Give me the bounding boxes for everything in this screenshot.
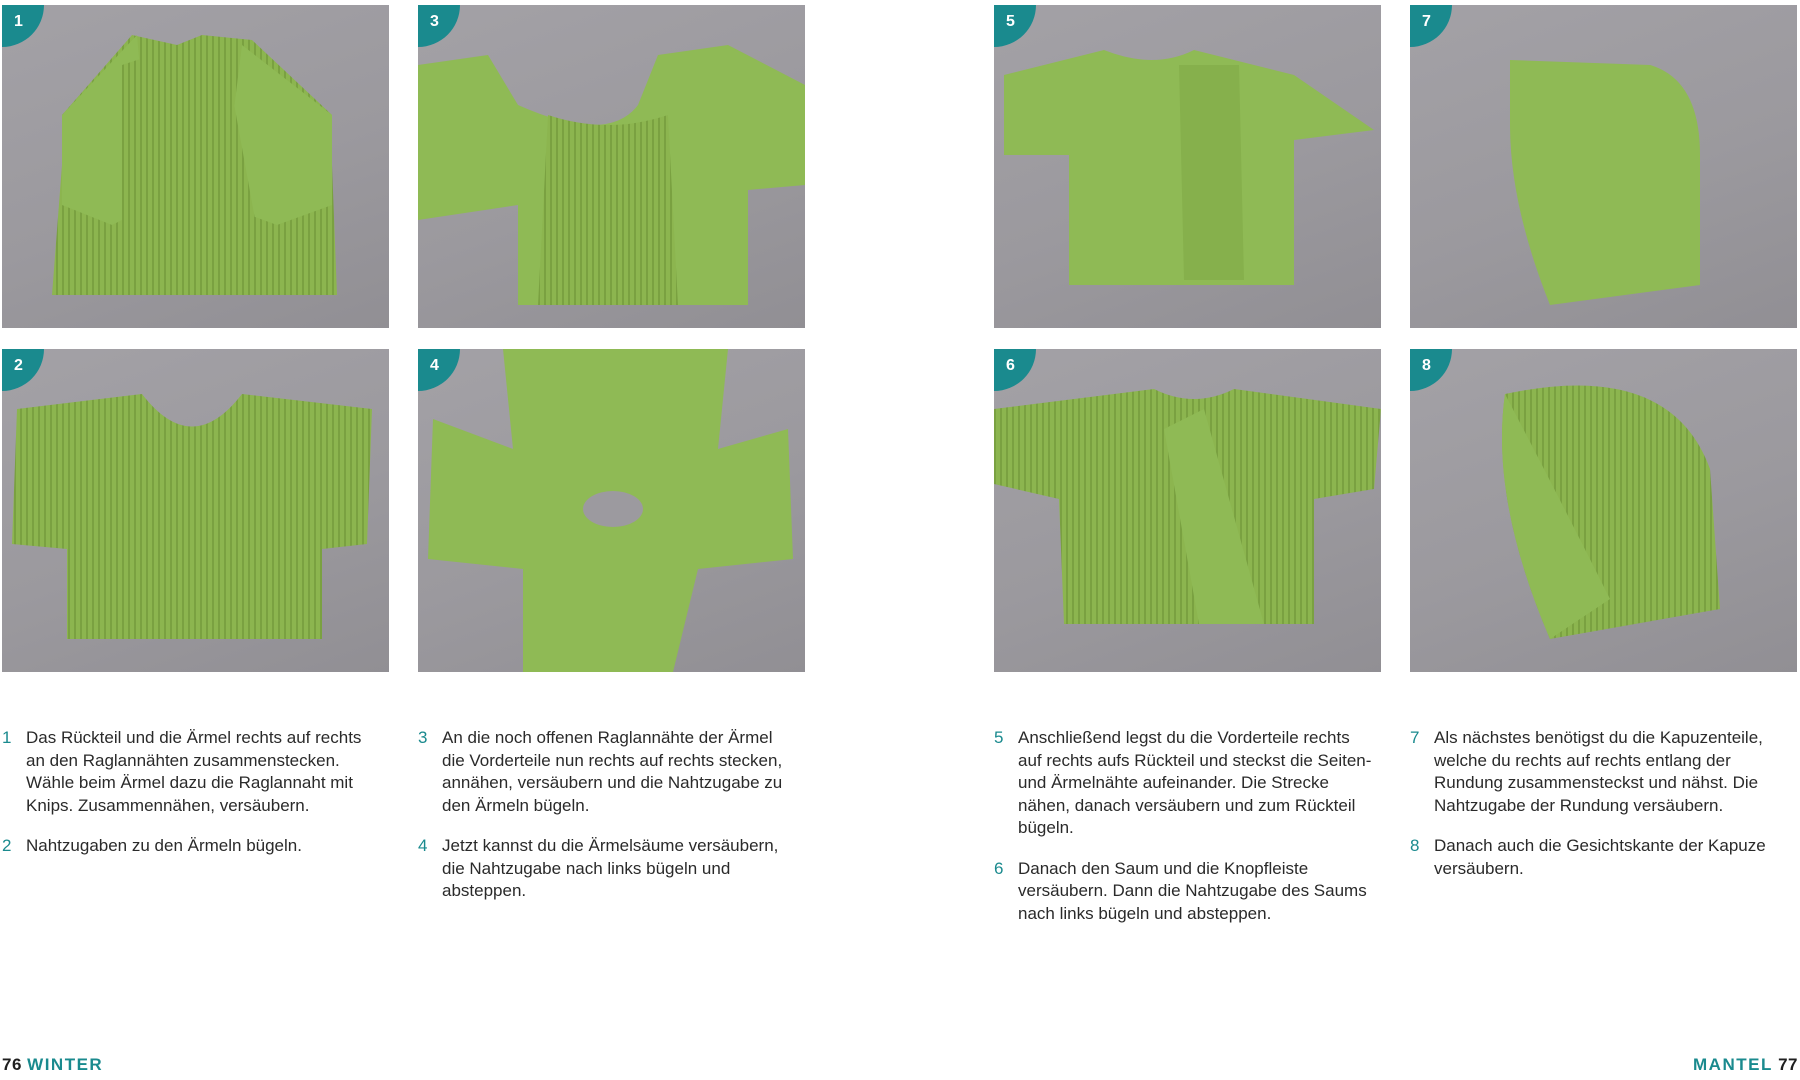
step-number: 4	[418, 836, 428, 855]
step-badge: 2	[2, 349, 44, 391]
photo-step-5	[994, 5, 1381, 328]
garment-illustration	[418, 5, 805, 328]
photo-step-1	[2, 5, 389, 328]
step-badge: 7	[1410, 5, 1452, 47]
step-text: Das Rückteil und die Ärmel rechts auf rechts an den Raglannähten zusammenstecken. Wähle beim Ärmel dazu die Raglannaht mit Knips. Zusammennähen, versäubern.	[26, 728, 362, 815]
step-item	[1410, 727, 1790, 817]
garment-illustration	[1410, 5, 1797, 328]
footer-left	[2, 1055, 103, 1075]
step-text: Danach den Saum und die Knopfleiste versäubern. Dann die Nahtzugabe des Saums nach links bügeln und absteppen.	[1018, 858, 1367, 923]
photo-step-3	[418, 5, 805, 328]
chapter-label: WINTER	[27, 1055, 104, 1074]
garment-illustration	[2, 5, 389, 328]
garment-illustration	[1410, 349, 1797, 672]
step-text: Danach auch die Gesichtskante der Kapuze versäubern.	[1434, 836, 1766, 878]
step-badge: 1	[2, 5, 44, 47]
photo-step-6	[994, 349, 1381, 672]
step-badge: 6	[994, 349, 1036, 391]
step-badge: 4	[418, 349, 460, 391]
step-text: Als nächstes benötigst du die Kapuzenteile, welche du rechts auf rechts entlang der Rundung zusammensteckst und nähst. Die Nahtzugabe der Rundung versäubern.	[1434, 728, 1763, 815]
step-number: 5	[994, 728, 1004, 747]
garment-illustration	[994, 5, 1381, 328]
step-number: 7	[1410, 728, 1420, 747]
garment-illustration	[994, 349, 1381, 672]
steps-column-4	[1410, 727, 1790, 898]
step-text: Anschließend legst du die Vorderteile rechts auf rechts aufs Rückteil und steckst die Seiten- und Ärmelnähte aufeinander. Die Strecke nähen, danach versäubern und zum Rückteil bügeln.	[1018, 728, 1372, 837]
step-badge: 8	[1410, 349, 1452, 391]
step-text: An die noch offenen Raglannähte der Ärmel die Vorderteile nun rechts auf rechts stecken, annähen, versäubern und die Nahtzugabe zu den Ärmeln bügeln.	[442, 728, 783, 815]
garment-illustration	[418, 349, 805, 672]
step-number: 1	[2, 728, 12, 747]
step-text: Jetzt kannst du die Ärmelsäume versäubern, die Nahtzugabe nach links bügeln und absteppen.	[442, 836, 779, 900]
step-item	[418, 727, 798, 817]
step-badge: 3	[418, 5, 460, 47]
step-item	[994, 727, 1374, 840]
section-label: MANTEL	[1693, 1055, 1773, 1074]
step-item	[2, 835, 382, 858]
step-text: Nahtzugaben zu den Ärmeln bügeln.	[26, 836, 302, 855]
page-number-right: 77	[1778, 1055, 1798, 1074]
step-number: 6	[994, 858, 1004, 878]
step-item	[994, 858, 1374, 926]
garment-illustration	[2, 349, 389, 672]
photo-step-2	[2, 349, 389, 672]
photo-step-8	[1410, 349, 1797, 672]
step-item	[418, 835, 798, 903]
step-number: 2	[2, 836, 12, 855]
photo-step-4	[418, 349, 805, 672]
step-number: 8	[1410, 836, 1420, 855]
steps-column-1	[2, 727, 382, 876]
step-badge: 5	[994, 5, 1036, 47]
photo-step-7	[1410, 5, 1797, 328]
page-number-left: 76	[2, 1055, 22, 1074]
footer-right	[1693, 1055, 1798, 1075]
step-item	[1410, 835, 1790, 880]
steps-column-3	[994, 727, 1374, 943]
step-item	[2, 727, 382, 817]
steps-column-2	[418, 727, 798, 921]
step-number: 3	[418, 728, 428, 747]
